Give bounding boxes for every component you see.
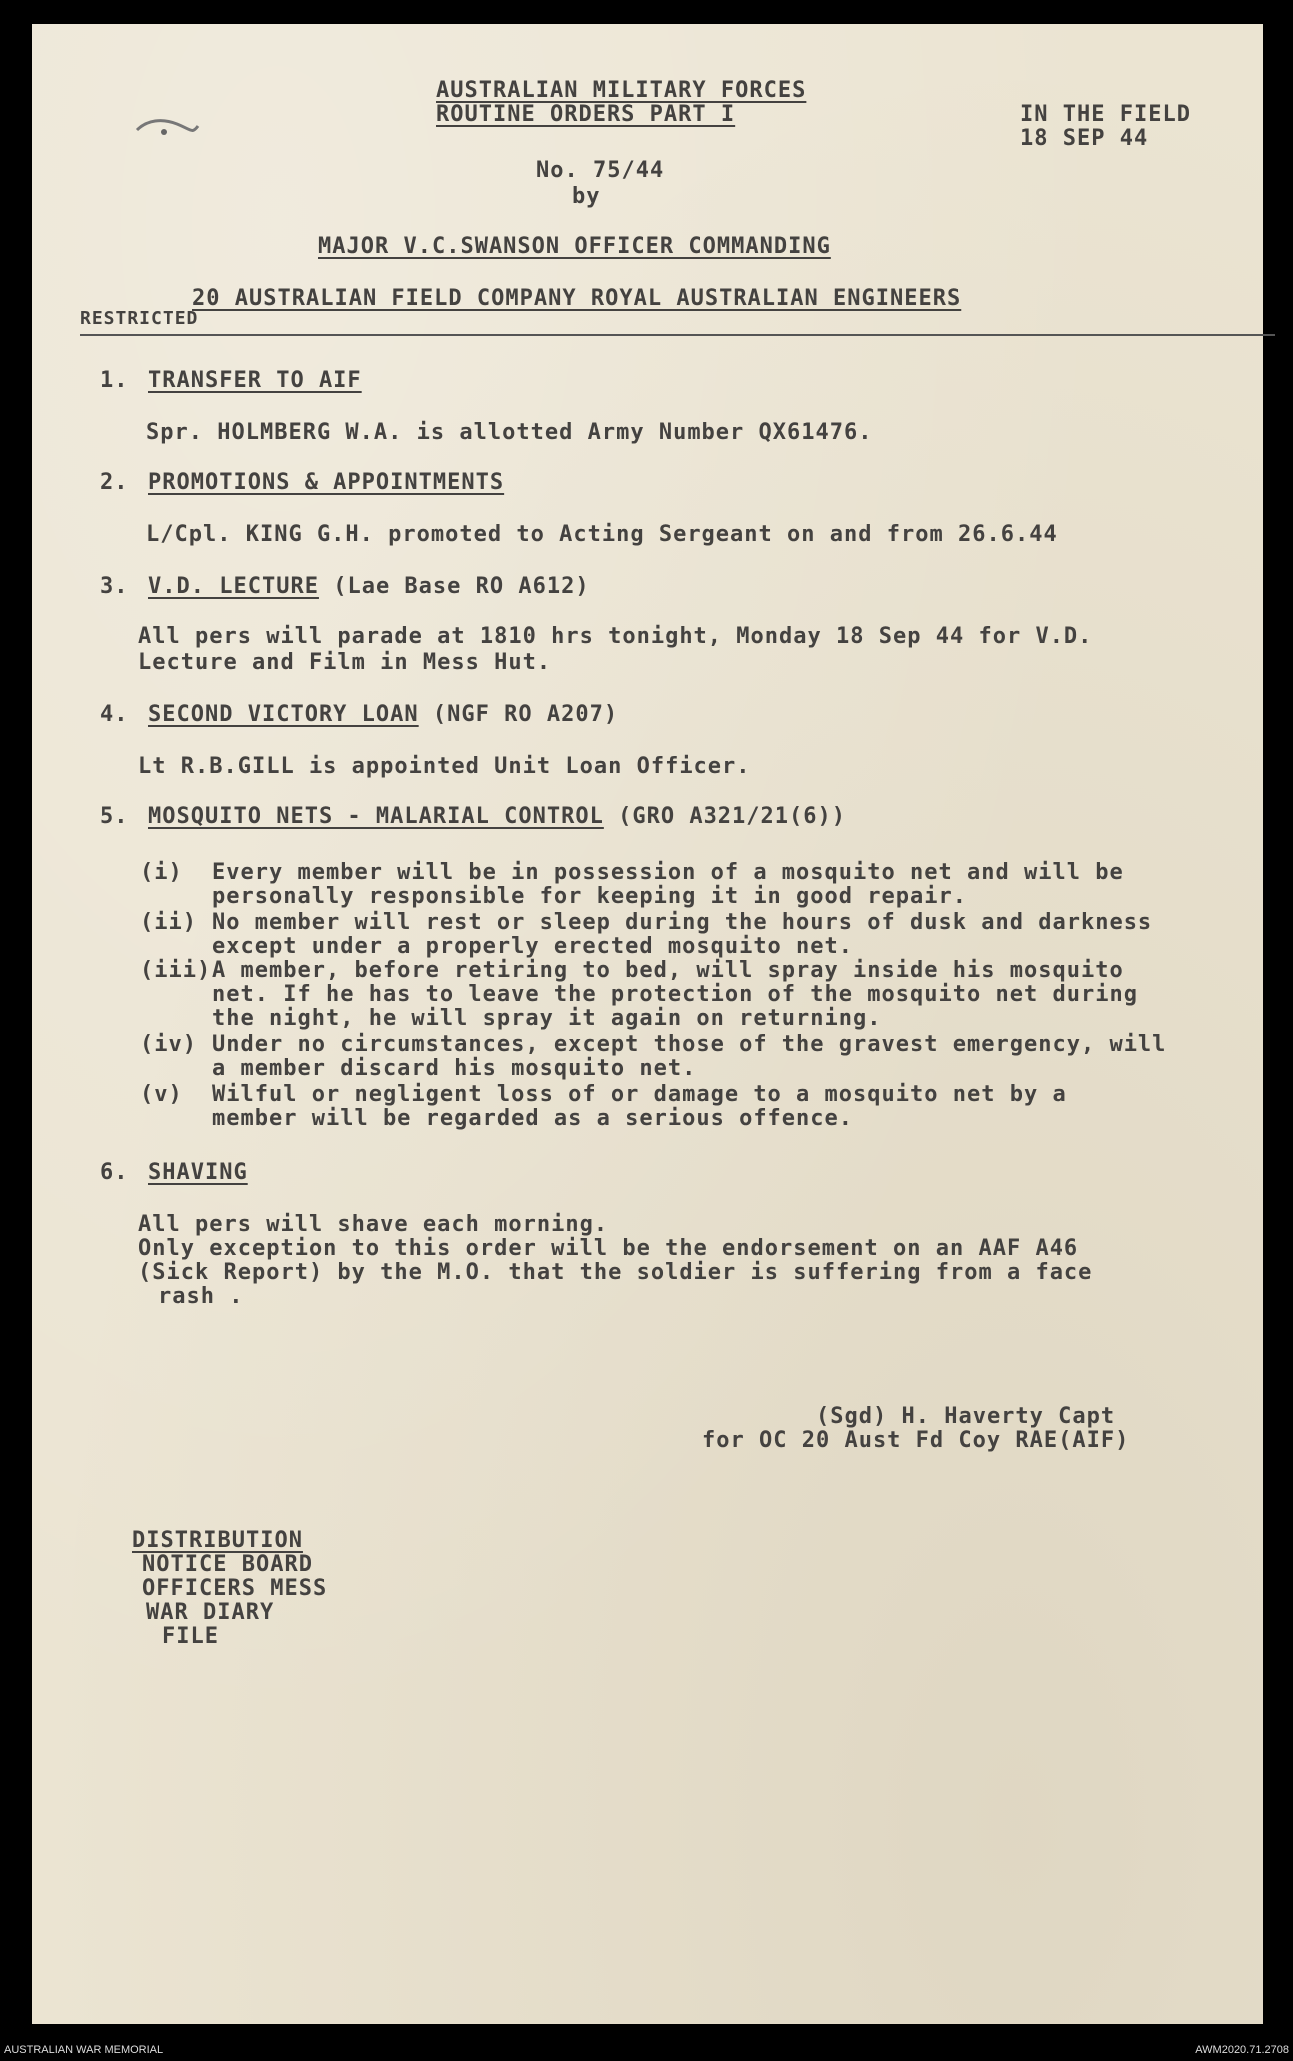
sub-line-iii-1: A member, before retiring to bed, will spray inside his mosquito xyxy=(212,958,1124,983)
distribution-item: FILE xyxy=(162,1624,219,1649)
sub-line-i-2: personally responsible for keeping it in good repair. xyxy=(212,884,967,909)
signature-name: (Sgd) H. Haverty Capt xyxy=(816,1404,1116,1429)
item-body-2: L/Cpl. KING G.H. promoted to Acting Sergeant on and from 26.6.44 xyxy=(146,522,1058,547)
header-title: AUSTRALIAN MILITARY FORCES xyxy=(436,78,807,103)
distribution-item: NOTICE BOARD xyxy=(142,1552,313,1577)
item-body-6d: rash . xyxy=(158,1284,244,1309)
header-rule xyxy=(80,334,1275,336)
header-subtitle: ROUTINE ORDERS PART I xyxy=(436,102,736,127)
sub-line-v-1: Wilful or negligent loss of or damage to a mosquito net by a xyxy=(212,1082,1067,1107)
sub-line-iv-2: a member discard his mosquito net. xyxy=(212,1056,697,1081)
distribution-item: OFFICERS MESS xyxy=(142,1576,328,1601)
footer-accession: AWM2020.71.2708 xyxy=(1195,2044,1289,2056)
item-heading-1: 1. TRANSFER TO AIF xyxy=(100,368,362,393)
sub-num-v: (v) xyxy=(140,1082,183,1107)
distribution-item: WAR DIARY xyxy=(146,1600,275,1625)
sub-line-iv-1: Under no circumstances, except those of the gravest emergency, will xyxy=(212,1032,1167,1057)
signature-unit: for OC 20 Aust Fd Coy RAE(AIF) xyxy=(702,1428,1130,1453)
sub-line-v-2: member will be regarded as a serious offence. xyxy=(212,1106,854,1131)
sub-line-ii-1: No member will rest or sleep during the hours of dusk and darkness xyxy=(212,910,1153,935)
item-body-4: Lt R.B.GILL is appointed Unit Loan Officer. xyxy=(138,754,751,779)
officer-line: MAJOR V.C.SWANSON OFFICER COMMANDING xyxy=(318,234,831,259)
item-heading-6: 6. SHAVING xyxy=(100,1160,248,1185)
item-body-6c: (Sick Report) by the M.O. that the soldier is suffering from a face xyxy=(138,1260,1093,1285)
sub-line-i-1: Every member will be in possession of a mosquito net and will be xyxy=(212,860,1124,885)
sub-line-iii-3: the night, he will spray it again on returning. xyxy=(212,1006,882,1031)
header-date: 18 SEP 44 xyxy=(1020,126,1149,151)
order-by: by xyxy=(572,184,601,209)
item-body-6b: Only exception to this order will be the endorsement on an AAF A46 xyxy=(138,1236,1079,1261)
item-body-6a: All pers will shave each morning. xyxy=(138,1212,609,1237)
item-body-3a: All pers will parade at 1810 hrs tonight, Monday 18 Sep 44 for V.D. xyxy=(138,624,1093,649)
distribution-title: DISTRIBUTION xyxy=(132,1528,303,1553)
document-page xyxy=(32,24,1263,2024)
sub-num-i: (i) xyxy=(140,860,183,885)
footer-credit: AUSTRALIAN WAR MEMORIAL xyxy=(4,2044,164,2056)
ink-mark xyxy=(132,112,202,142)
sub-line-iii-2: net. If he has to leave the protection of the mosquito net during xyxy=(212,982,1138,1007)
item-heading-3: 3. V.D. LECTURE (Lae Base RO A612) xyxy=(100,574,590,599)
header-place: IN THE FIELD xyxy=(1020,102,1191,127)
item-body-3b: Lecture and Film in Mess Hut. xyxy=(138,650,552,675)
order-number: No. 75/44 xyxy=(536,158,665,183)
sub-num-iii: (iii) xyxy=(140,958,212,983)
item-heading-5: 5. MOSQUITO NETS - MALARIAL CONTROL (GRO A321/21(6)) xyxy=(100,804,847,829)
sub-num-iv: (iv) xyxy=(140,1032,197,1057)
unit-line: 20 AUSTRALIAN FIELD COMPANY ROYAL AUSTRALIAN ENGINEERS xyxy=(192,286,962,311)
sub-num-ii: (ii) xyxy=(140,910,197,935)
item-heading-2: 2. PROMOTIONS & APPOINTMENTS xyxy=(100,470,505,495)
item-heading-4: 4. SECOND VICTORY LOAN (NGF RO A207) xyxy=(100,702,619,727)
classification: RESTRICTED xyxy=(80,308,199,329)
sub-line-ii-2: except under a properly erected mosquito net. xyxy=(212,934,854,959)
item-body-1: Spr. HOLMBERG W.A. is allotted Army Number QX61476. xyxy=(146,420,873,445)
